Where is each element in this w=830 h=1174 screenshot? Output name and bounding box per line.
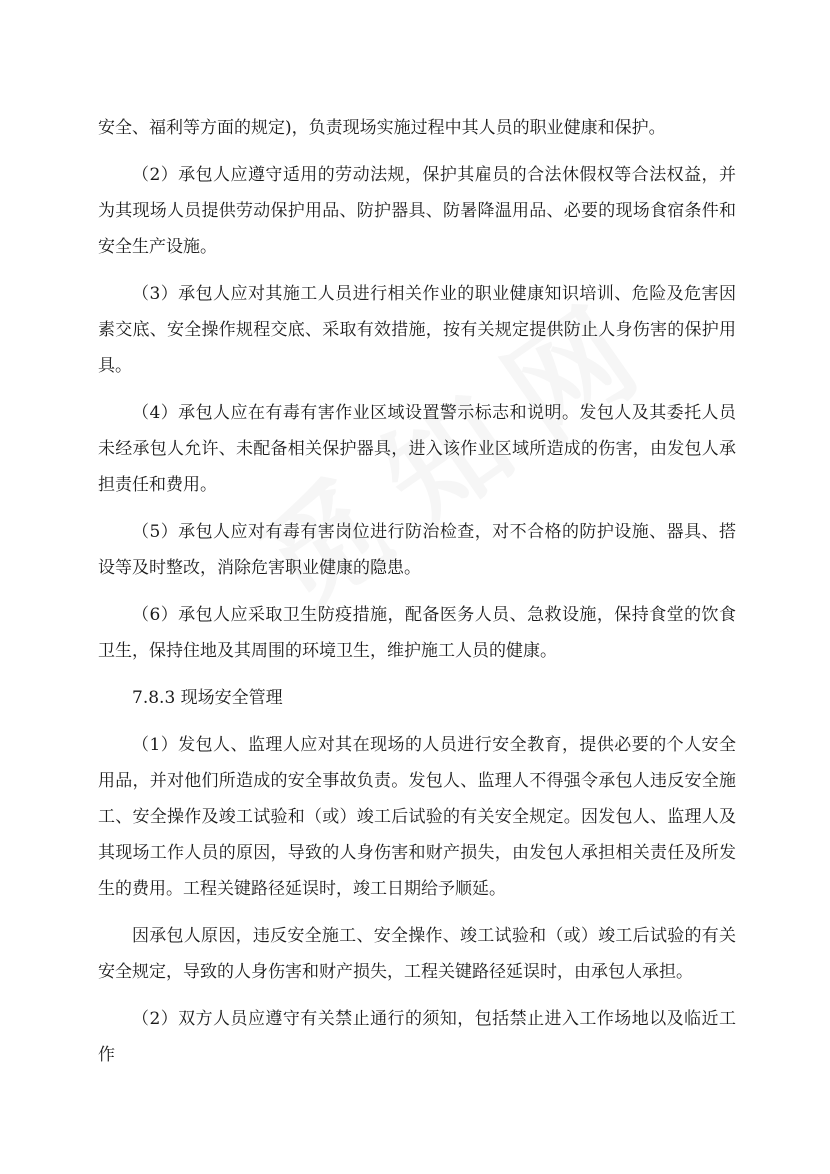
document-body — [98, 110, 736, 1084]
paragraph-contractor-cause: 因承包人原因，违反安全施工、安全操作、竣工试验和（或）竣工后试验的有关安全规定，导致的人身伤害和财产损失，工程关键路径延误时，由承包人承担。 — [98, 926, 736, 982]
paragraph-item-5: （5）承包人应对有毒有害岗位进行防治检查，对不合格的防护设施、器具、搭设等及时整改，消除危害职业健康的隐患。 — [98, 522, 736, 578]
paragraph-item-2: （2）承包人应遵守适用的劳动法规，保护其雇员的合法休假权等合法权益，并为其现场人员提供劳动保护用品、防护器具、防暑降温用品、必要的现场食宿条件和安全生产设施。 — [98, 165, 736, 257]
paragraph-item-6: （6）承包人应采取卫生防疫措施，配备医务人员、急救设施，保持食堂的饮食卫生，保持住地及其周围的环境卫生，维护施工人员的健康。 — [98, 605, 736, 661]
paragraph-continuation: 安全、福利等方面的规定)，负责现场实施过程中其人员的职业健康和保护。 — [98, 118, 666, 138]
section-heading: 7.8.3 现场安全管理 — [132, 688, 283, 708]
paragraph-safety-1: （1）发包人、监理人应对其在现场的人员进行安全教育，提供必要的个人安全用品，并对他们所造成的安全事故负责。发包人、监理人不得强令承包人违反安全施工、安全操作及竣工试验和（或）竣工后试验的有关安全规定。因发包人、监理人及其现场工作人员的原因，导致的人身伤害和财产损失，由发包人承担相关责任及所发生的费用。工程关键路径延误时，竣工日期给予顺延。 — [98, 735, 736, 899]
paragraph-item-3: （3）承包人应对其施工人员进行相关作业的职业健康知识培训、危险及危害因素交底、安全操作规程交底、采取有效措施，按有关规定提供防止人身伤害的保护用具。 — [98, 284, 736, 376]
paragraph-item-4: （4）承包人应在有毒有害作业区域设置警示标志和说明。发包人及其委托人员未经承包人允许、未配备相关保护器具，进入该作业区域所造成的伤害，由发包人承担责任和费用。 — [98, 403, 736, 495]
paragraph-safety-2: （2）双方人员应遵守有关禁止通行的须知，包括禁止进入工作场地以及临近工作 — [98, 1009, 736, 1065]
